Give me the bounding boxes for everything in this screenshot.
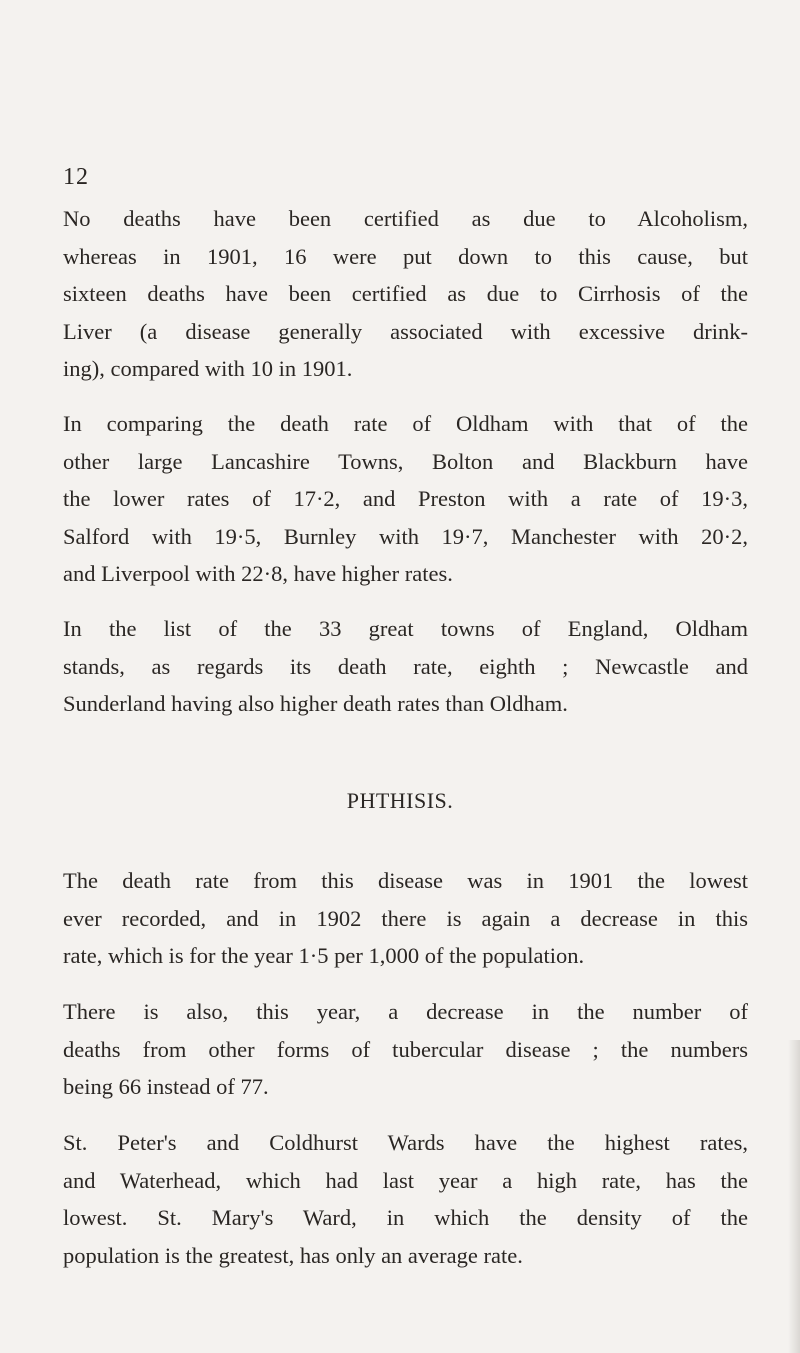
text-line: The death rate from this disease was in 1901 the lowest: [63, 868, 748, 893]
text-line: ing), compared with 10 in 1901.: [63, 356, 353, 381]
text-line: Sunderland having also higher death rates than Oldham.: [63, 691, 568, 716]
text-line: whereas in 1901, 16 were put down to this cause, but: [63, 243, 748, 269]
text-line: other large Lancashire Towns, Bolton and Blackburn have: [63, 448, 748, 474]
text-line: deaths from other forms of tubercular disease ; the numbers: [63, 1036, 748, 1062]
text-line: In the list of the 33 great towns of England, Oldham: [63, 616, 748, 641]
paragraph-alcoholism: [63, 200, 748, 388]
text-line: sixteen deaths have been certified as due to Cirrhosis of the: [63, 281, 748, 306]
text-line: ever recorded, and in 1902 there is again a decrease in this: [63, 905, 748, 931]
text-line: lowest. St. Mary's Ward, in which the density of the: [63, 1205, 748, 1230]
text-line: the lower rates of 17·2, and Preston with a rate of 19·3,: [63, 486, 748, 511]
text-line: St. Peter's and Coldhurst Wards have the highest rates,: [63, 1130, 748, 1155]
paragraph-phthisis-rate: [63, 862, 748, 975]
text-line: No deaths have been certified as due to Alcoholism,: [63, 206, 748, 231]
paragraph-wards: [63, 1124, 748, 1274]
page-number: 12: [63, 164, 89, 190]
text-line: rate, which is for the year 1·5 per 1,000 of the population.: [63, 943, 585, 968]
text-line: population is the greatest, has only an average rate.: [63, 1242, 523, 1268]
paragraph-tubercular: [63, 993, 748, 1106]
text-line: In comparing the death rate of Oldham with that of the: [63, 411, 748, 436]
text-line: stands, as regards its death rate, eighth ; Newcastle and: [63, 653, 748, 679]
section-heading: PHTHISIS.: [346, 788, 454, 813]
text-line: and Waterhead, which had last year a high rate, has the: [63, 1167, 748, 1193]
paragraph-great-towns: [63, 610, 748, 723]
text-line: There is also, this year, a decrease in the number of: [63, 999, 748, 1024]
text-line: being 66 instead of 77.: [63, 1074, 269, 1099]
page-edge-shadow: [788, 1040, 800, 1353]
text-line: and Liverpool with 22·8, have higher rates.: [63, 561, 453, 586]
text-line: Liver (a disease generally associated with excessive drink-: [63, 318, 748, 344]
paragraph-death-rates: [63, 405, 748, 593]
text-line: Salford with 19·5, Burnley with 19·7, Manchester with 20·2,: [63, 523, 748, 549]
